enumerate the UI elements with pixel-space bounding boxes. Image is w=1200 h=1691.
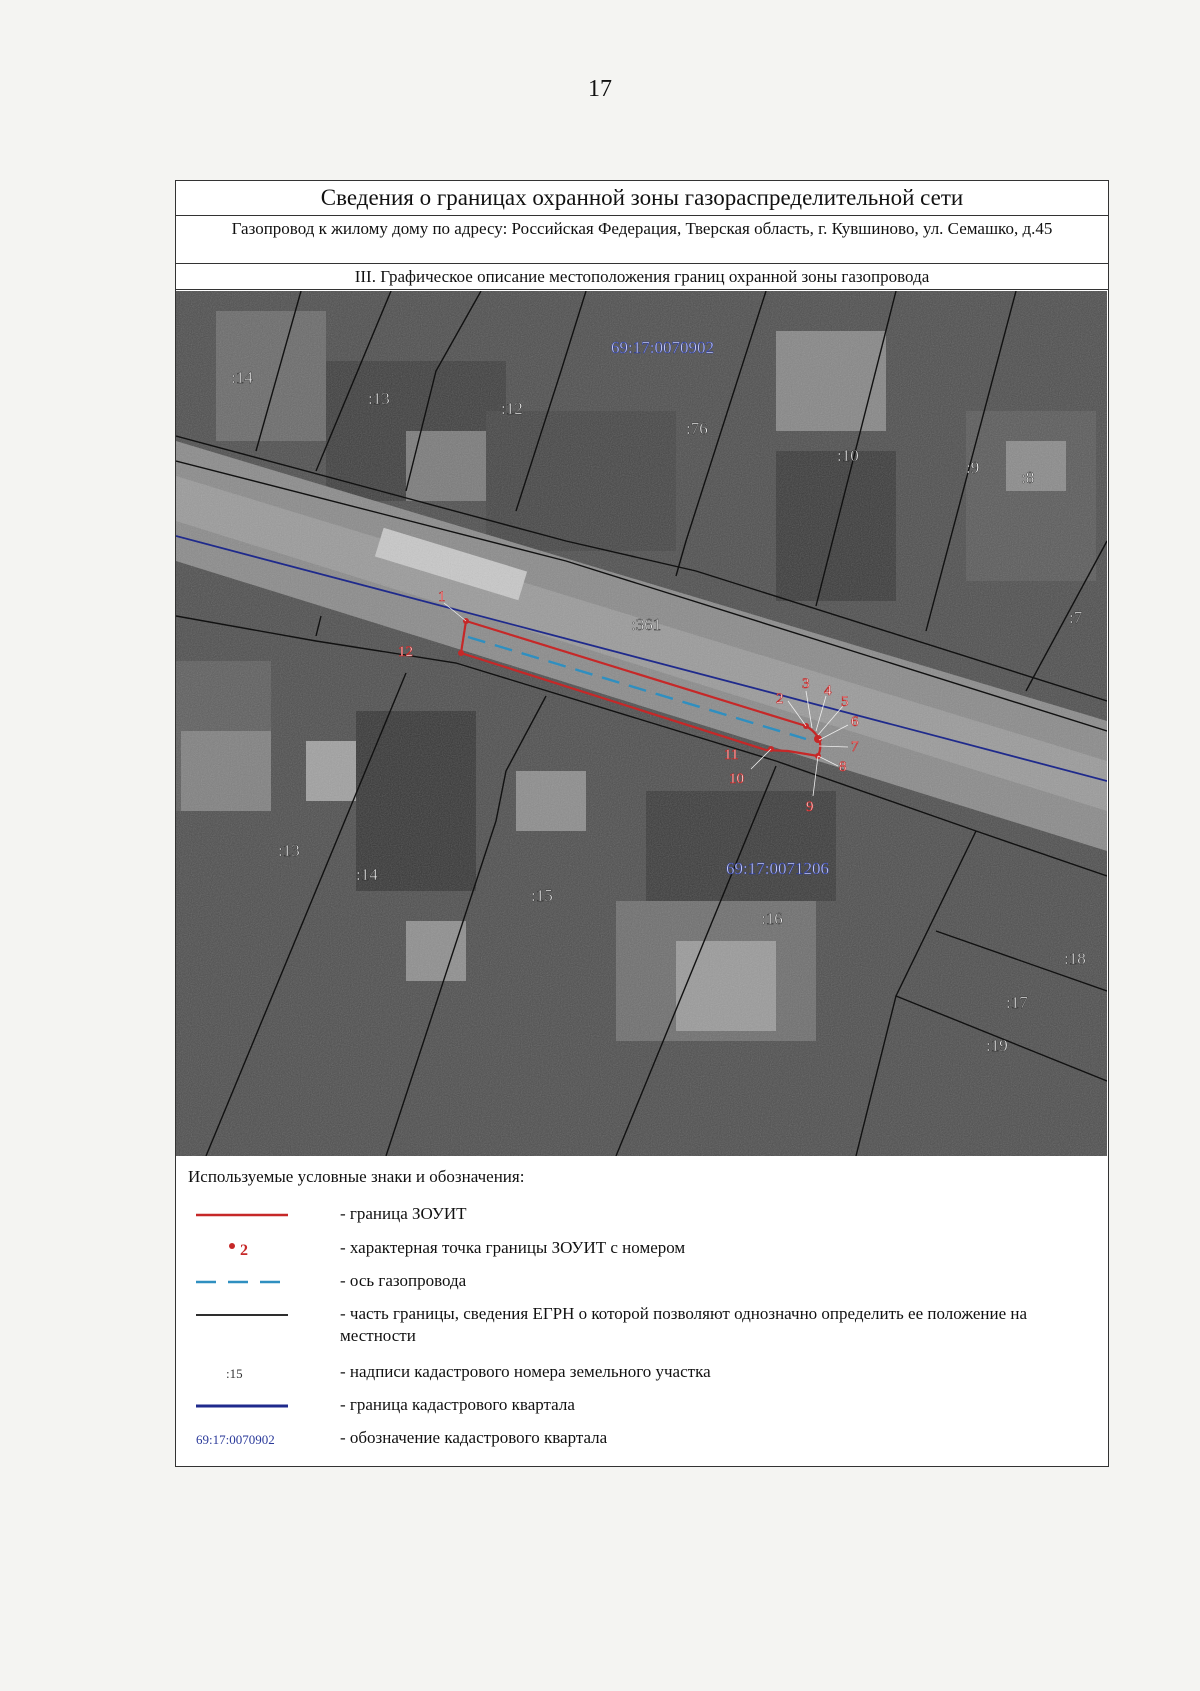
cadastral-map[interactable] bbox=[176, 291, 1107, 1156]
section-heading: III. Графическое описание местоположения границ охранной зоны газопровода bbox=[176, 264, 1108, 290]
legend-symbol-label: :15 bbox=[226, 1366, 243, 1381]
legend-item-text: - ось газопровода bbox=[340, 1271, 467, 1290]
point-label: 8 bbox=[839, 759, 847, 775]
document-frame bbox=[175, 180, 1109, 1467]
legend-title: Используемые условные знаки и обозначения: bbox=[188, 1167, 525, 1186]
parcel-label-symbol bbox=[188, 1361, 308, 1385]
point-label: 11 bbox=[724, 747, 739, 763]
parcel-label: :361 bbox=[631, 615, 662, 634]
point-label: 6 bbox=[851, 714, 859, 730]
aerial-photo bbox=[176, 291, 1107, 1156]
legend bbox=[176, 1157, 1107, 1465]
legend-item-text: - надписи кадастрового номера земельного участка bbox=[340, 1362, 711, 1381]
document-subtitle: Газопровод к жилому дому по адресу: Российская Федерация, Тверская область, г. Кувшиново, ул. Семашко, д.45 bbox=[176, 216, 1108, 264]
parcel-label: :19 bbox=[986, 1036, 1008, 1055]
parcel-label: :7 bbox=[1069, 608, 1083, 627]
point-label: 4 bbox=[824, 683, 832, 699]
parcel-label: :13 bbox=[368, 389, 390, 408]
navy-line-symbol bbox=[188, 1394, 308, 1418]
parcel-label: :14 bbox=[231, 368, 253, 387]
quarter-label-symbol bbox=[188, 1427, 308, 1451]
point-label: 9 bbox=[806, 799, 814, 815]
point-label: 7 bbox=[851, 739, 859, 755]
blue-dash-symbol bbox=[188, 1270, 308, 1294]
legend-item-text: - граница ЗОУИТ bbox=[340, 1204, 467, 1223]
parcel-label: :12 bbox=[501, 399, 523, 418]
parcel-label: :17 bbox=[1006, 993, 1028, 1012]
parcel-label: :9 bbox=[966, 458, 980, 477]
legend-item-text: - часть границы, сведения ЕГРН о которой позволяют однозначно определить ее положение на местности bbox=[340, 1304, 1028, 1345]
legend-item-text: - граница кадастрового квартала bbox=[340, 1395, 575, 1414]
parcel-label: :15 bbox=[531, 886, 553, 905]
legend-item-text: - обозначение кадастрового квартала bbox=[340, 1428, 608, 1447]
point-label: 10 bbox=[729, 771, 744, 787]
point-label: 12 bbox=[398, 644, 413, 660]
red-line-symbol bbox=[188, 1203, 308, 1227]
quarter-label: 69:17:0071206 bbox=[726, 859, 829, 878]
black-line-symbol bbox=[188, 1303, 308, 1327]
point-label: 2 bbox=[776, 691, 784, 707]
parcel-label: :76 bbox=[686, 419, 708, 438]
point-label: 5 bbox=[841, 694, 849, 710]
quarter-label: 69:17:0070902 bbox=[611, 338, 714, 357]
point-12-marker bbox=[458, 650, 464, 656]
map-canvas bbox=[176, 291, 1107, 1156]
parcel-label: :8 bbox=[1021, 468, 1035, 487]
legend-item-text: - характерная точка границы ЗОУИТ с номером bbox=[340, 1238, 686, 1257]
parcel-label: :16 bbox=[761, 909, 783, 928]
legend-symbol-label: 2 bbox=[240, 1242, 248, 1259]
legend-symbol-label: 69:17:0070902 bbox=[196, 1432, 275, 1447]
parcel-label: :14 bbox=[356, 865, 378, 884]
point-label: 1 bbox=[438, 589, 446, 605]
parcel-label: :10 bbox=[837, 446, 859, 465]
document-title: Сведения о границах охранной зоны газораспределительной сети bbox=[176, 181, 1108, 216]
page-number: 17 bbox=[588, 76, 612, 102]
point-label: 3 bbox=[802, 676, 810, 692]
parcel-label: :18 bbox=[1064, 949, 1086, 968]
red-point-symbol bbox=[188, 1237, 308, 1261]
parcel-label: :13 bbox=[278, 841, 300, 860]
